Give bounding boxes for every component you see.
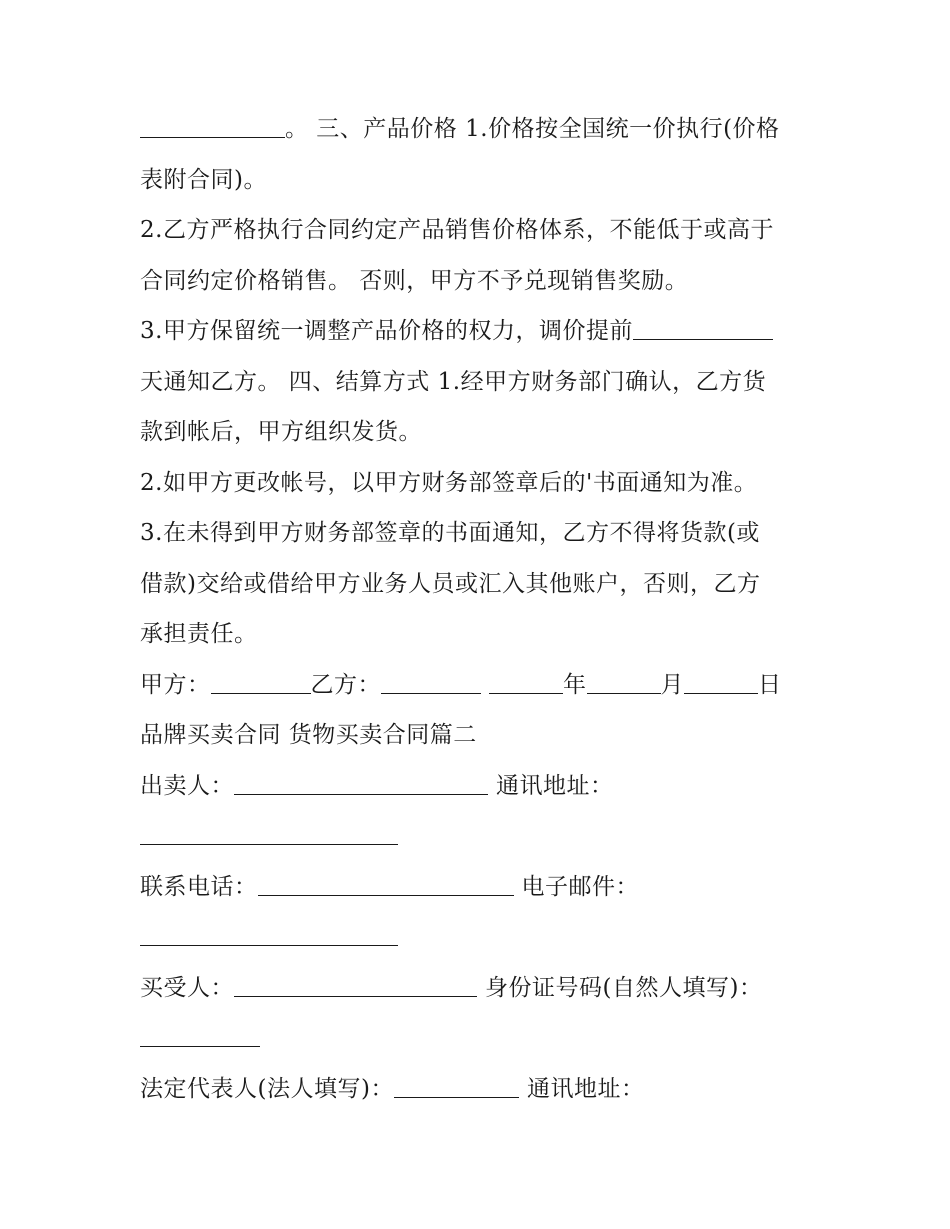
blank-line xyxy=(140,1013,820,1064)
representative-blank xyxy=(394,1097,519,1098)
email-blank xyxy=(140,945,398,946)
buyer-label: 买受人： xyxy=(140,974,234,1001)
representative-line xyxy=(140,1064,820,1115)
day-blank xyxy=(684,693,758,694)
blank-field xyxy=(633,339,773,340)
phone-label: 联系电话： xyxy=(140,873,258,900)
seller-address-blank xyxy=(140,844,398,845)
buyer-address-label: 通讯地址： xyxy=(526,1075,645,1102)
text-line: 款到帐后，甲方组织发货。 xyxy=(140,419,422,445)
price-clause-text: 。 三、产品价格 1.价格按全国统一价执行(价格 xyxy=(285,116,780,142)
blank-line xyxy=(140,811,820,862)
party-a-label: 甲方： xyxy=(140,671,211,698)
phone-blank xyxy=(258,895,514,896)
price-adjust-text: 3.甲方保留统一调整产品价格的权力，调价提前 xyxy=(140,318,633,344)
seller-line xyxy=(140,761,820,812)
blank-line xyxy=(140,912,820,963)
text-line: 2.如甲方更改帐号，以甲方财务部签章后的'书面通知为准。 xyxy=(140,469,758,496)
contract-page xyxy=(140,104,820,1114)
party-b-blank xyxy=(381,693,481,694)
section-title: 品牌买卖合同 货物买卖合同篇二 xyxy=(140,722,477,748)
text-line: 表附合同)。 xyxy=(140,166,267,193)
year-blank xyxy=(489,693,563,694)
text-line: 合同约定价格销售。 否则，甲方不予兑现销售奖励。 xyxy=(140,267,689,294)
day-label: 日 xyxy=(758,671,782,698)
text-line: 天通知乙方。 四、结算方式 1.经甲方财务部门确认，乙方货 xyxy=(140,368,767,395)
seller-address-label: 通讯地址： xyxy=(496,772,614,799)
buyer-line xyxy=(140,963,820,1014)
email-label: 电子邮件： xyxy=(521,873,639,900)
year-label: 年 xyxy=(563,671,587,698)
text-line xyxy=(140,306,820,357)
representative-label: 法定代表人(法人填写)： xyxy=(140,1075,394,1102)
signature-line xyxy=(140,660,820,711)
text-line: 2.乙方严格执行合同约定产品销售价格体系，不能低于或高于 xyxy=(140,217,774,243)
seller-blank xyxy=(234,794,488,795)
month-blank xyxy=(587,693,661,694)
text-line: 借款)交给或借给甲方业务人员或汇入其他账户，否则，乙方 xyxy=(140,570,761,597)
text-line xyxy=(140,104,820,155)
party-b-label: 乙方： xyxy=(310,671,381,698)
party-a-blank xyxy=(211,693,311,694)
buyer-blank xyxy=(234,996,477,997)
month-label: 月 xyxy=(660,671,684,698)
id-number-blank xyxy=(140,1046,260,1047)
phone-line xyxy=(140,862,820,913)
id-number-label: 身份证号码(自然人填写)： xyxy=(485,974,763,1001)
blank-field xyxy=(140,137,285,138)
text-line: 承担责任。 xyxy=(140,621,258,647)
text-line: 3.在未得到甲方财务部签章的书面通知，乙方不得将货款(或 xyxy=(140,520,760,546)
seller-label: 出卖人： xyxy=(140,772,234,799)
